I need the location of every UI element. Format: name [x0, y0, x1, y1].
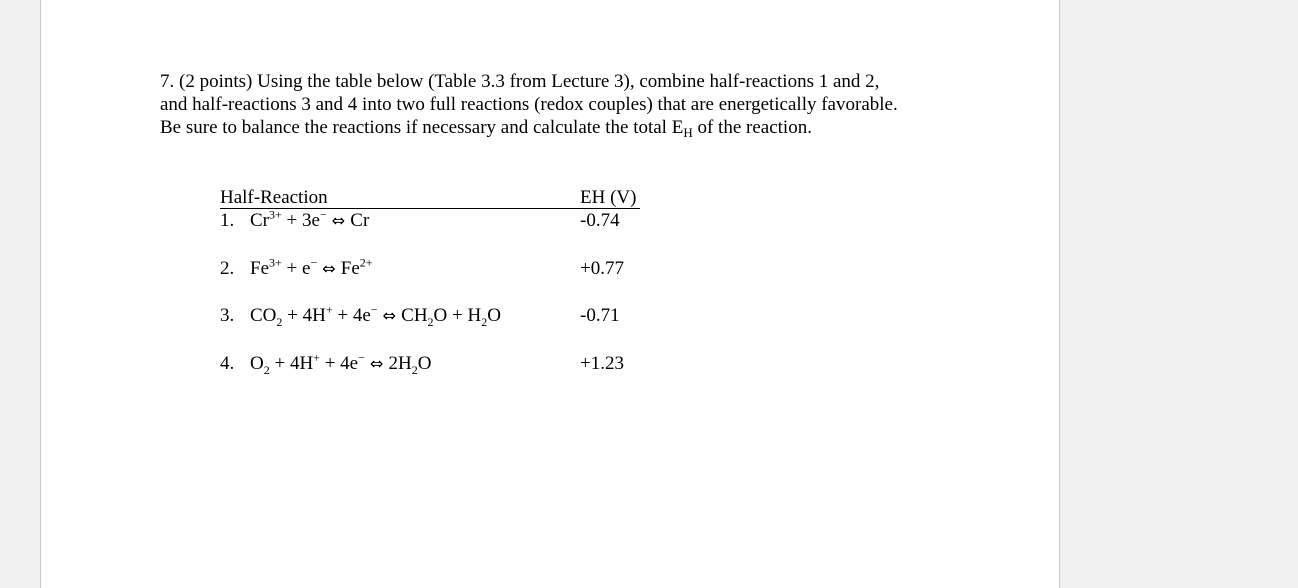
double-arrow-icon: ⇔: [364, 354, 389, 373]
reaction-equation: $CO_2 + 4H^+ + 4e^-$ ⇔ $CH_2O + H_2O$: [250, 302, 501, 329]
question-line-1: 7. (2 points) Using the table below (Table 3.3 from Lecture 3), combine half-reactions 1 and 2,: [160, 71, 880, 92]
document-page: [40, 0, 1060, 588]
reaction-equation: $Cr^{3+} + 3e^-$ ⇔ Cr: [250, 207, 370, 231]
eh-value: +0.77: [580, 258, 624, 279]
row-number: 1.: [220, 210, 235, 231]
half-reaction-table: [220, 186, 640, 377]
table-row: [220, 207, 640, 234]
double-arrow-icon: ⇔: [326, 211, 351, 230]
row-number: 3.: [220, 305, 235, 326]
header-eh: EH (V): [580, 187, 637, 208]
eh-value: +1.23: [580, 353, 624, 374]
question-text: [160, 70, 960, 139]
eh-value: -0.71: [580, 305, 620, 326]
question-line-3: Be sure to balance the reactions if necessary and calculate the total $E_H$ of the reaction.: [160, 117, 812, 140]
reaction-equation: $O_2 + 4H^+ + 4e^-$ ⇔ $2H_2O$: [250, 350, 432, 377]
reaction-equation: $Fe^{3+} + e^-$ ⇔ $Fe^{2+}$: [250, 255, 373, 279]
question-line-2: and half-reactions 3 and 4 into two full reactions (redox couples) that are energetically favorable.: [160, 94, 898, 115]
double-arrow-icon: ⇔: [317, 259, 341, 278]
table-row: [220, 350, 640, 377]
table-row: [220, 302, 640, 329]
eh-value: -0.74: [580, 210, 620, 231]
header-half-reaction: Half-Reaction: [220, 187, 328, 208]
table-row: [220, 255, 640, 282]
table-header: [220, 186, 640, 209]
row-number: 2.: [220, 258, 235, 279]
double-arrow-icon: ⇔: [377, 306, 402, 325]
row-number: 4.: [220, 353, 235, 374]
